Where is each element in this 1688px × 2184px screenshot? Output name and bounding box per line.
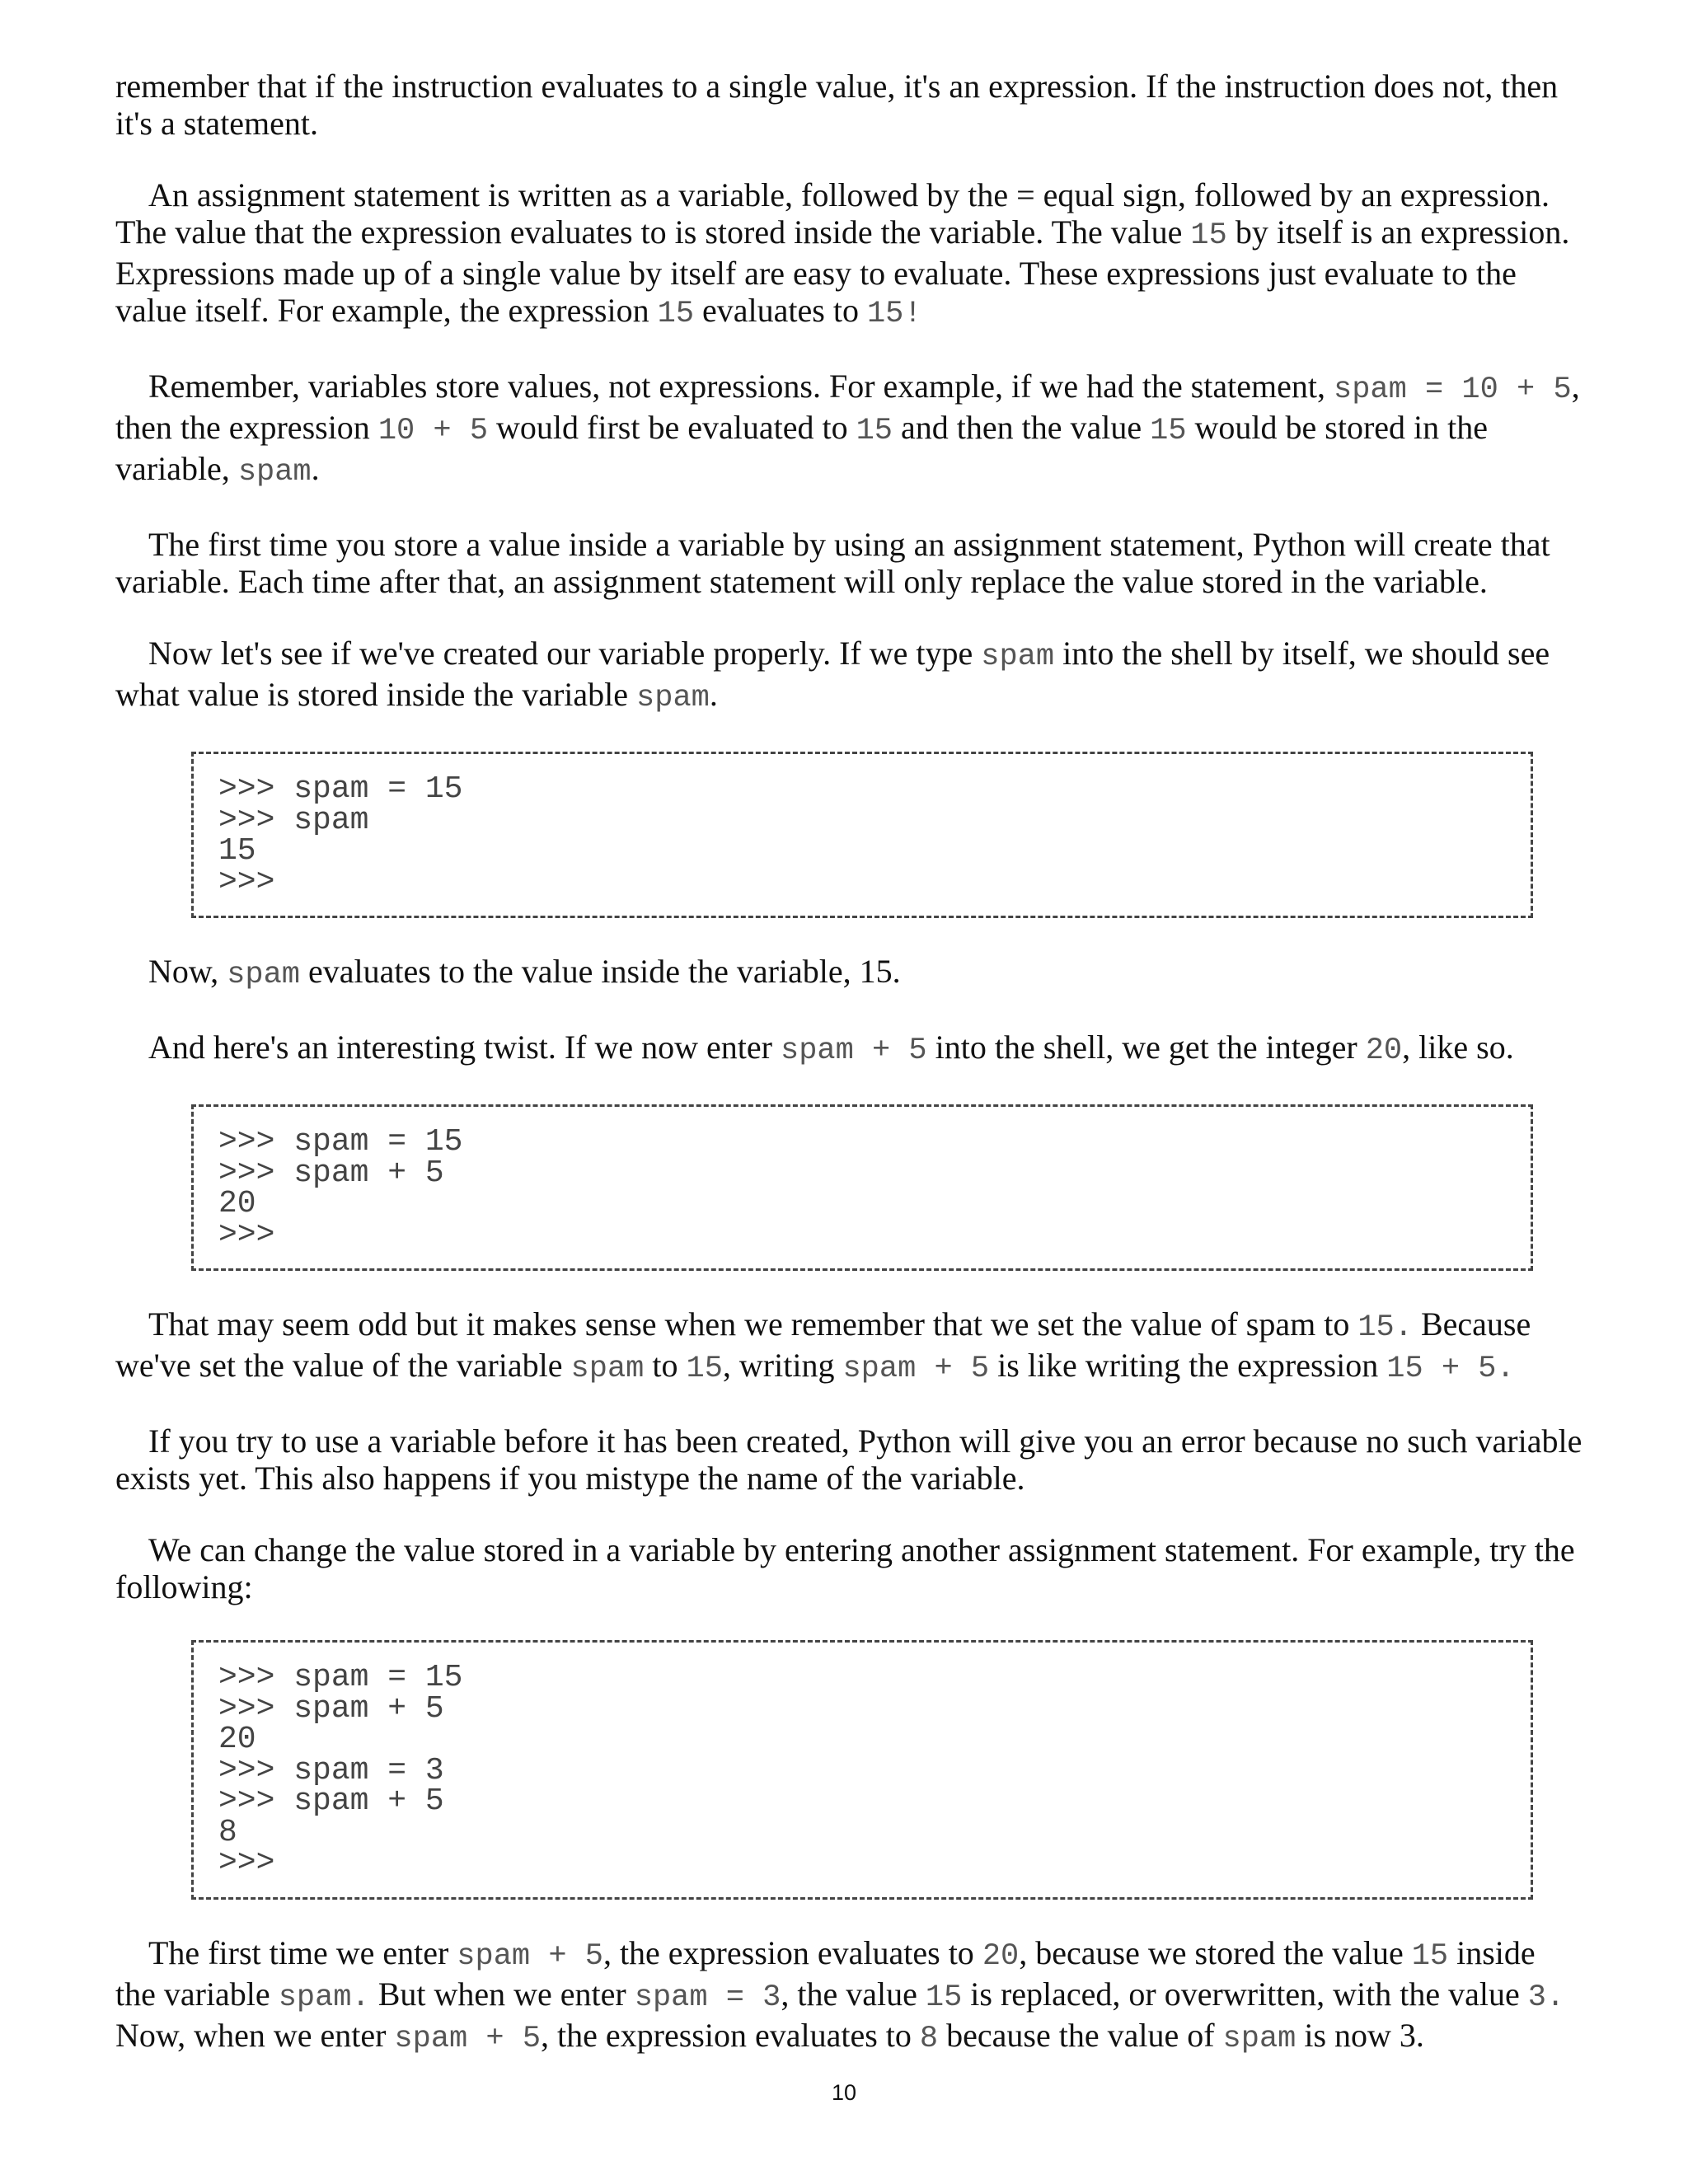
inline-code: spam bbox=[237, 455, 312, 490]
paragraph bbox=[115, 1029, 1582, 1070]
inline-code: 20 bbox=[1365, 1033, 1403, 1068]
code-line: >>> spam + 5 bbox=[218, 1783, 444, 1819]
paragraph bbox=[115, 1305, 1582, 1388]
text: into the shell, we get the integer bbox=[926, 1029, 1366, 1066]
inline-code: spam + 5 bbox=[394, 2021, 542, 2056]
text: , writing bbox=[722, 1347, 843, 1384]
text: If you try to use a variable before it has been created, Python will give you an error because no such variable exists yet. This also happens if you mistype the name of the variable. bbox=[115, 1422, 1582, 1497]
inline-code: spam. bbox=[278, 1980, 370, 2015]
text: Now, bbox=[148, 953, 227, 990]
inline-code: 3. bbox=[1527, 1980, 1565, 2015]
text: , like so. bbox=[1402, 1029, 1514, 1066]
text: Now, when we enter bbox=[115, 2016, 395, 2054]
text: inside the variable bbox=[115, 1933, 1536, 2013]
code-line: >>> spam = 15 bbox=[218, 771, 463, 807]
text: is replaced, or overwritten, with the value bbox=[962, 1975, 1528, 2013]
text: , the value bbox=[781, 1975, 926, 2013]
text: , the expression evaluates to bbox=[603, 1933, 982, 1971]
inline-code: spam bbox=[636, 681, 710, 715]
text: We can change the value stored in a variable by entering another assignment statement. For example, try the following: bbox=[115, 1531, 1575, 1605]
text: is like writing the expression bbox=[989, 1347, 1387, 1384]
code-block bbox=[191, 1640, 1533, 1900]
text: , the expression evaluates to bbox=[541, 2016, 920, 2054]
inline-code: 15! bbox=[866, 297, 922, 331]
text: And here's an interesting twist. If we now enter bbox=[148, 1029, 781, 1066]
text: . bbox=[311, 450, 320, 487]
inline-code: spam + 5 bbox=[842, 1352, 990, 1386]
inline-code: spam + 5 bbox=[781, 1033, 927, 1068]
inline-code: spam bbox=[570, 1352, 645, 1386]
inline-code: spam + 5 bbox=[457, 1938, 603, 1974]
inline-code: 15 + 5. bbox=[1386, 1352, 1515, 1386]
inline-code: 20 bbox=[982, 1938, 1020, 1974]
code-line: 15 bbox=[218, 833, 256, 869]
code-block bbox=[191, 1104, 1533, 1271]
text: by itself is an expression. Expressions made up of a single value by itself are easy to evaluate. These expressions just evaluate to the value itself. For example, the expression bbox=[115, 213, 1570, 329]
paragraph bbox=[115, 1531, 1582, 1605]
code-line: 8 bbox=[218, 1814, 237, 1850]
inline-code: spam = 10 + 5 bbox=[1334, 373, 1572, 407]
paragraph bbox=[115, 635, 1582, 717]
code-line: >>> spam + 5 bbox=[218, 1690, 444, 1727]
code-line: 20 bbox=[218, 1186, 256, 1221]
text: because the value of bbox=[938, 2016, 1223, 2054]
text: evaluates to the value inside the variable, 15. bbox=[300, 953, 901, 990]
text: The first time you store a value inside a variable by using an assignment statement, Python will create that variable. Each time after that, an assignment statement will only replace the value stored in the variable. bbox=[115, 526, 1550, 600]
text: , because we stored the value bbox=[1019, 1933, 1412, 1971]
paragraph bbox=[115, 368, 1582, 491]
paragraph bbox=[115, 176, 1582, 333]
inline-code: spam = 3 bbox=[634, 1980, 781, 2015]
inline-code: 15. bbox=[1357, 1310, 1413, 1345]
text: , then the expression bbox=[115, 368, 1580, 446]
text: That may seem odd but it makes sense when we remember that we set the value of spam to bbox=[148, 1305, 1358, 1343]
text: remember that if the instruction evaluates to a single value, it's an expression. If the instruction does not, then it's a statement. bbox=[115, 68, 1559, 142]
text: The first time we enter bbox=[148, 1933, 457, 1971]
code-line: >>> spam = 15 bbox=[218, 1660, 463, 1695]
inline-code: 15 bbox=[1150, 414, 1187, 448]
inline-code: 15 bbox=[925, 1980, 963, 2015]
text: . bbox=[709, 676, 718, 713]
code-line: >>> spam + 5 bbox=[218, 1155, 444, 1191]
inline-code: 10 + 5 bbox=[377, 414, 489, 448]
text: An assignment statement is written as a variable, followed by the = equal sign, followed by an expression. The value that the expression evaluates to is stored inside the variable. The value bbox=[115, 176, 1550, 251]
code-block bbox=[191, 752, 1533, 918]
text: Because we've set the value of the variable bbox=[115, 1305, 1531, 1384]
code-line: 20 bbox=[218, 1722, 256, 1757]
paragraph bbox=[115, 953, 1582, 994]
inline-code: 8 bbox=[919, 2021, 939, 2056]
inline-code: spam bbox=[227, 958, 301, 992]
inline-code: 15 bbox=[1190, 218, 1227, 253]
paragraph bbox=[115, 1422, 1582, 1497]
paragraph bbox=[115, 1934, 1582, 2058]
text: to bbox=[644, 1347, 687, 1384]
code-line: >>> bbox=[218, 864, 275, 900]
text: and then the value bbox=[893, 409, 1151, 446]
paragraph bbox=[115, 526, 1582, 600]
text: would first be evaluated to bbox=[488, 409, 856, 446]
inline-code: 15 bbox=[1411, 1938, 1449, 1974]
code-line: >>> bbox=[218, 1216, 275, 1253]
inline-code: 15 bbox=[856, 414, 893, 448]
page-number: 10 bbox=[831, 2080, 857, 2105]
text: Remember, variables store values, not expressions. For example, if we had the statement, bbox=[148, 368, 1334, 405]
page-content bbox=[115, 68, 1582, 2093]
inline-code: spam bbox=[1222, 2021, 1296, 2056]
text: is now 3. bbox=[1296, 2016, 1424, 2054]
inline-code: 15 bbox=[657, 297, 695, 331]
text: into the shell by itself, we should see what value is stored inside the variable bbox=[115, 635, 1550, 713]
text: Now let's see if we've created our variable properly. If we type bbox=[148, 635, 982, 672]
text: But when we enter bbox=[369, 1975, 635, 2013]
inline-code: 15 bbox=[686, 1352, 723, 1386]
code-line: >>> spam = 15 bbox=[218, 1124, 463, 1160]
code-line: >>> bbox=[218, 1845, 275, 1881]
text: evaluates to bbox=[694, 292, 867, 329]
code-line: >>> spam bbox=[218, 802, 369, 838]
paragraph bbox=[115, 68, 1582, 142]
code-line: >>> spam = 3 bbox=[218, 1752, 444, 1788]
text: would be stored in the variable, bbox=[115, 409, 1489, 487]
inline-code: spam bbox=[981, 640, 1055, 674]
